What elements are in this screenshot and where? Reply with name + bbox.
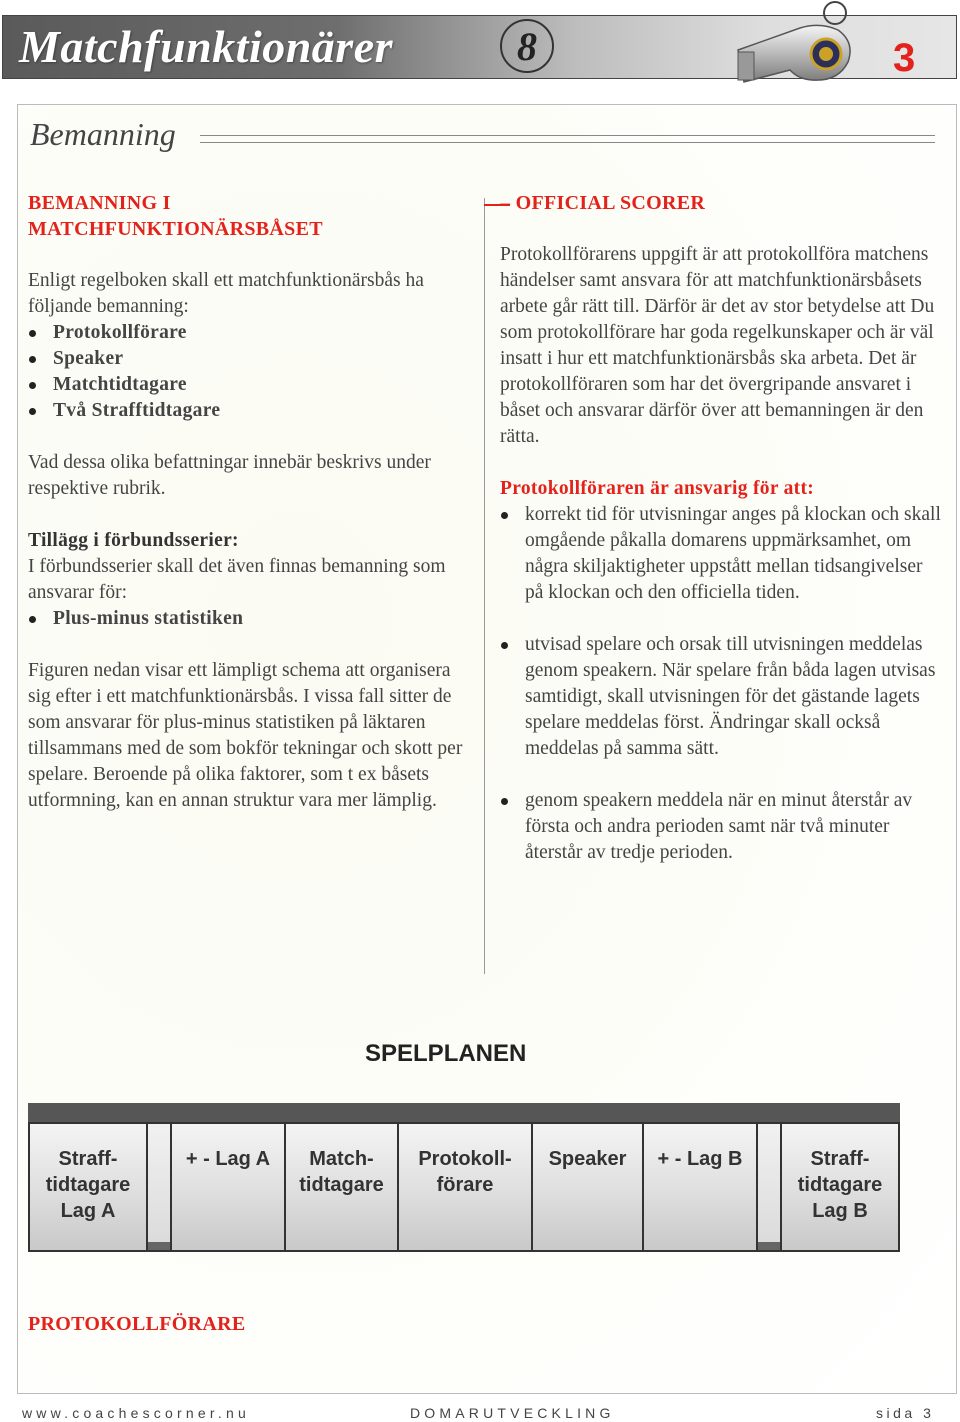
bullet-icon [29, 382, 36, 389]
box-divider-right [756, 1122, 782, 1252]
box-plus-minus-lag-b: + - Lag B [642, 1122, 758, 1252]
bullet-icon [29, 408, 36, 415]
left-heading-line2: MATCHFUNKTIONÄRSBÅSET [28, 218, 323, 240]
header-page-number: 3 [893, 36, 916, 80]
list-item: utvisad spelare och orsak till utvisningen meddelas genom speakern. När spelare från båda lagen utvisas samtidigt, skall utvisningen för det gästande lagets spelare meddelas först. Ändringar skall också meddelas på samma sätt. [500, 632, 945, 762]
roles-list [28, 320, 478, 424]
header-title: Matchfunktionärer [19, 21, 394, 72]
title-rule [200, 135, 935, 143]
box-plus-minus-lag-a: + - Lag A [170, 1122, 286, 1252]
box-divider-left [146, 1122, 172, 1252]
bullet-icon [501, 642, 508, 649]
box-speaker: Speaker [531, 1122, 644, 1252]
list-item: Plus-minus statistiken [28, 606, 478, 632]
left-intro: Enligt regelboken skall ett matchfunktionärsbås ha följande bemanning: [28, 270, 424, 317]
protokollforare-heading: PROTOKOLLFÖRARE [28, 1313, 246, 1335]
footer-website: www.coachescorner.nu [22, 1405, 250, 1421]
addition-text: I förbundsserier skall det även finnas bemanning som ansvarar för: [28, 556, 446, 603]
list-item: Matchtidtagare [28, 372, 478, 398]
right-heading: – OFFICIAL SCORER [500, 192, 706, 214]
list-item: korrekt tid för utvisningar anges på klockan och skall omgående påkalla domarens uppmärksamhet, om några skiljaktigheter uppstått mellan tidsangivelser på klockan och den officiella tiden. [500, 502, 945, 606]
bullet-icon [29, 356, 36, 363]
figure-text: Figuren nedan visar ett lämpligt schema att organisera sig efter i ett matchfunktionärsbås. I vissa fall sitter de som ansvarar för plus-minus statistiken på läktaren tillsammans med de som bokför tekningar och skott per spelare. Beroende på olika faktorer, som t ex båsets utformning, kan en annan struktur vara mer lämplig. [28, 660, 463, 811]
right-column [500, 190, 945, 866]
box-matchtidtagare: Match- tidtagare [284, 1122, 399, 1252]
bullet-icon [501, 798, 508, 805]
list-item: Protokollförare [28, 320, 478, 346]
left-heading-line1: BEMANNING I [28, 192, 171, 214]
roles-note: Vad dessa olika befattningar innebär beskrivs under respektive rubrik. [28, 452, 431, 499]
responsibilities-list [500, 502, 945, 866]
addition-list [28, 606, 478, 632]
footer-center: DOMARUTVECKLING [410, 1405, 615, 1421]
list-item: Speaker [28, 346, 478, 372]
box-protokollforare: Protokoll- förare [397, 1122, 533, 1252]
spelplanen-title: SPELPLANEN [365, 1040, 527, 1067]
right-intro: Protokollförarens uppgift är att protokollföra matchens händelser samt ansvara för att matchfunktionärsbåsets arbete går rätt till. Därför är det av stor betydelse att Du som protokollförare har goda regelkunskaper och är väl insatt i hur ett matchfunktionärsbås ska arbeta. Det är protokollföraren som har det övergripande ansvaret i båset och ansvarar därför över att bemanningen är den rätta. [500, 244, 935, 447]
list-item: genom speakern meddela när en minut återstår av första och andra perioden samt när två minuter återstår av tredje perioden. [500, 788, 945, 866]
left-column [28, 190, 478, 814]
footer-page: sida 3 [876, 1405, 935, 1421]
column-divider [484, 198, 485, 974]
addition-label: Tillägg i förbundsserier: [28, 530, 239, 551]
chapter-number: 8 [500, 19, 554, 73]
box-strafftidtagare-lag-a: Straff- tidtagare Lag A [28, 1122, 148, 1252]
bullet-icon [29, 616, 36, 623]
bullet-icon [501, 512, 508, 519]
box-strafftidtagare-lag-b: Straff- tidtagare Lag B [780, 1122, 900, 1252]
list-item: Två Strafftidtagare [28, 398, 478, 424]
section-title: Bemanning [30, 116, 176, 152]
bullet-icon [29, 330, 36, 337]
responsible-label: Protokollföraren är ansvarig för att: [500, 478, 815, 499]
whistle-icon [720, 0, 870, 95]
